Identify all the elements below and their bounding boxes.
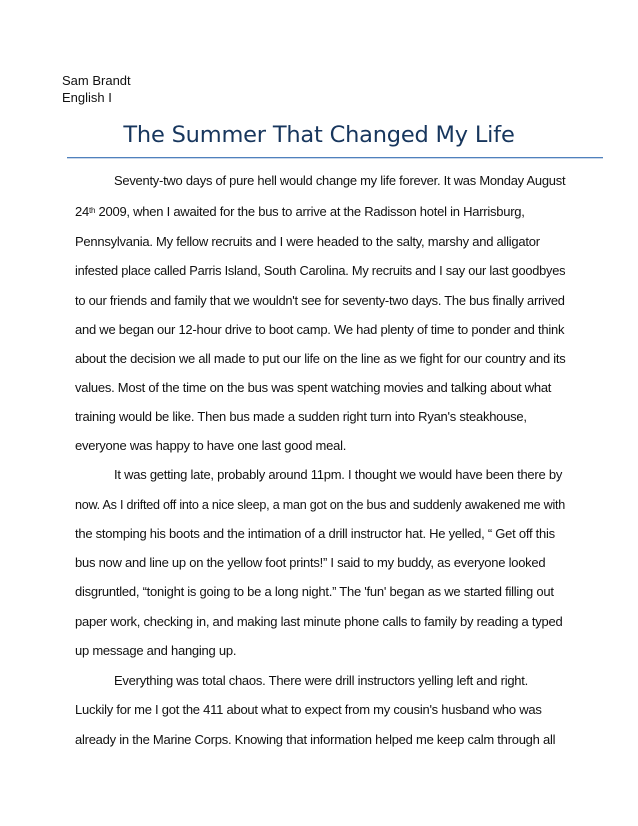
body-line: training would be like. Then bus made a sudden right turn into Ryan's steakhouse, (75, 409, 527, 424)
body-line: already in the Marine Corps. Knowing that information helped me keep calm through all (75, 732, 556, 747)
date-number: 24 (75, 204, 89, 219)
body-line: It was getting late, probably around 11pm. I thought we would have been there by (114, 467, 563, 482)
body-line: Pennsylvania. My fellow recruits and I were headed to the salty, marshy and alligator (75, 234, 540, 249)
body-line: everyone was happy to have one last good meal. (75, 438, 347, 453)
body-line: values. Most of the time on the bus was spent watching movies and talking about what (75, 380, 552, 395)
body-line: about the decision we all made to put our life on the line as we fight for our country and its (75, 351, 566, 366)
body-line: to our friends and family that we wouldn't see for seventy-two days. The bus finally arrived (75, 293, 565, 308)
header-block (62, 72, 131, 106)
course-name: English I (62, 90, 112, 105)
body-line: 2009, when I awaited for the bus to arrive at the Radisson hotel in Harrisburg, (98, 204, 525, 219)
author-name: Sam Brandt (62, 73, 131, 88)
body-line: Luckily for me I got the 411 about what to expect from my cousin's husband who was (75, 702, 542, 717)
body-line: and we began our 12-hour drive to boot camp. We had plenty of time to ponder and think (75, 322, 565, 337)
body-line: disgruntled, “tonight is going to be a long night.” The 'fun' began as we started filling out (75, 584, 554, 599)
essay-title: The Summer That Changed My Life (123, 122, 515, 148)
body-line: infested place called Parris Island, South Carolina. My recruits and I say our last goodbyes (75, 263, 566, 278)
body-line: bus now and line up on the yellow foot prints!” I said to my buddy, as everyone looked (75, 555, 546, 570)
body-line: Seventy-two days of pure hell would change my life forever. It was Monday August (114, 173, 566, 188)
body-line: now. As I drifted off into a nice sleep, a man got on the bus and suddenly awakened me with (75, 497, 566, 512)
body-line-date (75, 204, 525, 220)
body-line: paper work, checking in, and making last minute phone calls to family by reading a typed (75, 614, 563, 629)
body-line: Everything was total chaos. There were drill instructors yelling left and right. (114, 673, 529, 688)
title-underline-shadow (67, 158, 603, 159)
body-line: the stomping his boots and the intimation of a drill instructor hat. He yelled, “ Get off this (75, 526, 555, 541)
body-line: up message and hanging up. (75, 643, 237, 658)
date-suffix: th (88, 206, 96, 215)
